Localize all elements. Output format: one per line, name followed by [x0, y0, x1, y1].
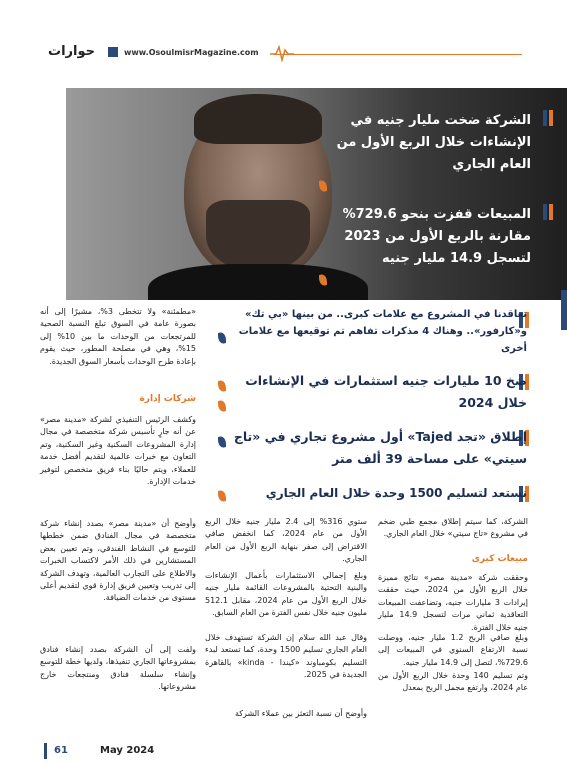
highlight-2: ضخ 10 مليارات جنيه استثمارات في الإنشاءات خلال 2024 [245, 373, 527, 410]
middle-col-p1: ستوي 316% إلى 2.4 مليار جنيه خلال الربع الأول من عام 2024، كما انخفض صافي الاقتراض إلى صفر بنهاية الربع الأول من العام الجاري. [205, 517, 368, 564]
hero-headline-1: الشركة ضخت مليار جنيه في الإنشاءات خلال الربع الأول من العام الجاري [336, 113, 531, 172]
side-strip [561, 290, 567, 330]
left-col-p4: ولفت إلى أن الشركة بصدد إنشاء فنادق بمشروعاتها الجاري تنفيذها، ولديها خطة للتوسع وإنشاء سلسلة فنادق ومنتجعات خارج مشروعاتها. [40, 645, 196, 692]
right-col-p4: وتم تسليم 140 وحدة خلال الربع الأول من عام 2024، وارتفع مجمل الربح بمعدل [378, 671, 529, 693]
header-rule [274, 54, 522, 55]
highlight-4: نستعد لتسليم 1500 وحدة خلال العام الجاري [265, 486, 527, 500]
section-marker [108, 47, 118, 57]
left-col-p2: وكشف الرئيس التنفيذي لشركة «مدينة مصر» عن أنه جارٍ تأسيس شركة متخصصة في مجال إدارة المشروعات السكنية وغير السكنية، وتم التعاون مع خبرات عالمية لتقديم أفضل خدمة للعملاء، ويتم حاليًا بناء فريق متخصص لتوفير خدمات الإدارة. [40, 415, 196, 487]
middle-col-p4: وأوضح أن نسبة التعثر بين عملاء الشركة [234, 709, 367, 718]
right-col-subheading: مبيعات كبرى [471, 554, 528, 564]
headline-bar-orange [549, 110, 553, 126]
right-col-p2: وحققت شركة «مدينة مصر» نتائج مميزة خلال الربع الأول من 2024، حيث حققت إيرادات 3 مليارات جنيه، وتضاعفت المبيعات التعاقدية ثماني مرات لتسجل 14.9 مليار جنيه خلال الفترة. [378, 573, 528, 632]
page-number: 61 [54, 745, 68, 756]
issue-date: May 2024 [100, 745, 155, 756]
left-col-subheading: شركات إدارة [139, 394, 196, 404]
portrait-hair [194, 94, 322, 144]
left-col-p1: «مطمئنة» ولا تتخطى 3%، مشيرًا إلى أنه بصورة عامة في السوق تبلغ النسبة الصحية للمرتجعات من الوحدات ما بين 10% إلى 15%، وهي في مصلحة المطور، حيث يقوم بإعادة طرح الوحدات بأسعار السوق الجديدة. [40, 307, 196, 366]
portrait-beard [206, 200, 310, 272]
left-col-p3: وأوضح أن «مدينة مصر» بصدد إنشاء شركة متخصصة في مجال الفنادق ضمن خططها للتوسع في النشاط الفندقي، وتم تعيين بعض المستشارين في ذلك الأمر لاكتساب الخبرات والاطلاع على التجارب العالمية، وتهدف الشركة إلى تدريب وتعيين فريق إدارة قوي لتقديم أعلى مستوى من خدمات الضيافة. [40, 519, 196, 603]
highlight-1: تعاقدنا في المشروع مع علامات كبرى.. من بينها «بي تك» و«كارفور».. وهناك 4 مذكرات تفاهم تم توقيعها مع علامات أخرى [238, 309, 527, 354]
leaf-icon [218, 399, 226, 413]
section-title: حوارات [48, 44, 95, 59]
headline-bar-orange [549, 204, 553, 220]
middle-col-p2: وبلغ إجمالي الاستثمارات بأعمال الإنشاءات والبنية التحتية بالمشروعات القائمة مليار جنيه خلال الربع الأول من عام 2024، مقابل 512.1 مليون جنيه خلال نفس الفترة من العام السابق. [205, 571, 367, 618]
hero-headline-2: المبيعات قفزت بنحو 729.6% مقارنة بالربع الأول من 2023 لتسجل 14.9 مليار جنيه [342, 207, 531, 266]
headline-bar-blue [543, 110, 547, 126]
hero-photo [66, 88, 567, 300]
leaf-icon [218, 379, 226, 393]
footer-bar [44, 743, 47, 759]
leaf-icon [218, 331, 226, 345]
middle-col-p3: وقال عبد الله سلام إن الشركة تستهدف خلال العام الجاري تسليم 1500 وحدة، كما تستعد لبدء التسليم بكومباوند «كيندا - kinda» بالقاهرة الجديدة في 2025. [205, 633, 368, 680]
magazine-url[interactable]: www.OsoulmisrMagazine.com [124, 48, 259, 57]
pulse-icon [270, 44, 294, 62]
right-col-p1: الشركة، كما سيتم إطلاق مجمع طبي ضخم في مشروع «تاج سيتي» خلال العام الجاري. [378, 517, 528, 539]
headline-bar-blue [543, 204, 547, 220]
leaf-icon [218, 489, 226, 503]
highlight-3: إطلاق «تجد Tajed» أول مشروع تجاري في «تاج سيتي» على مساحة 39 ألف متر [233, 429, 527, 466]
right-col-p3: وبلغ صافي الربح 1.2 مليار جنيه، ووصلت نسبة الارتفاع السنوي في المبيعات إلى 729.6%، لتصل إلى 14.9 مليار جنيه. [378, 633, 528, 667]
leaf-icon [218, 435, 226, 449]
